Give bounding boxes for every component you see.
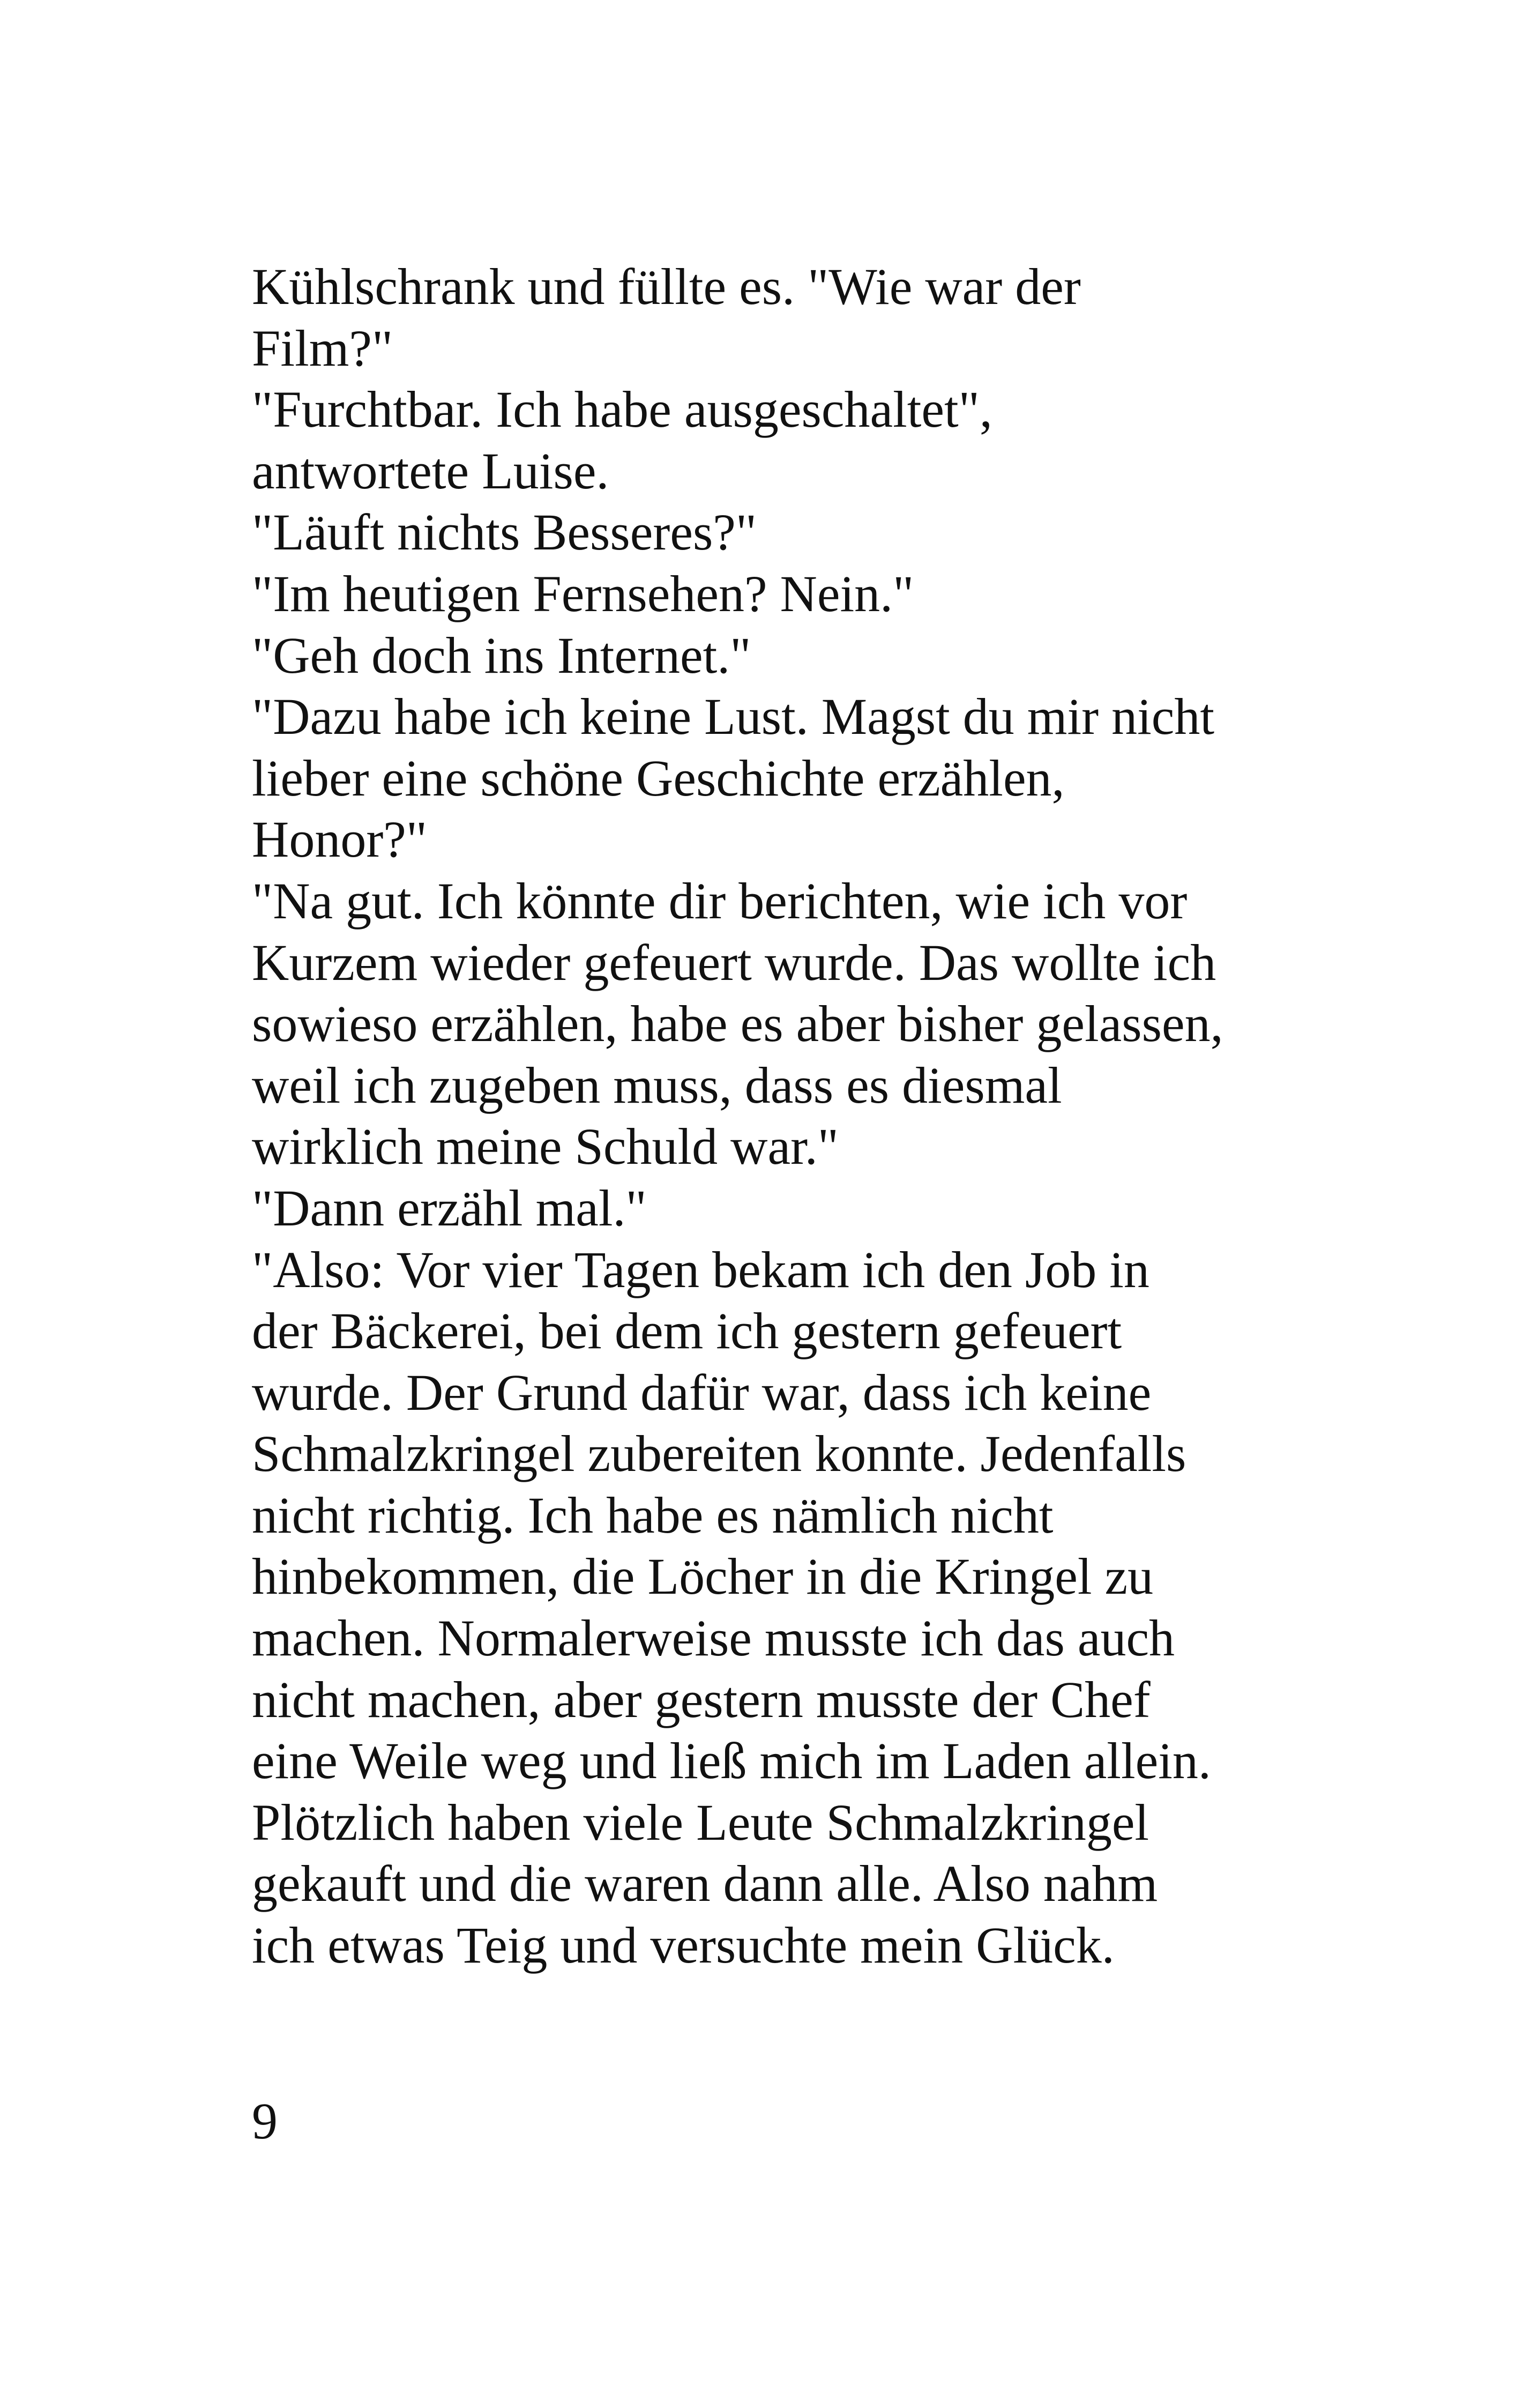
text-line: Film?"	[252, 319, 393, 377]
text-line: weil ich zugeben muss, dass es diesmal	[252, 1056, 1062, 1114]
body-text	[252, 256, 1523, 1976]
text-line: "Furchtbar. Ich habe ausgeschaltet",	[252, 381, 992, 439]
text-line: wurde. Der Grund dafür war, dass ich keine	[252, 1363, 1152, 1421]
text-line: gekauft und die waren dann alle. Also nahm	[252, 1855, 1158, 1913]
text-line: sowieso erzählen, habe es aber bisher gelassen,	[252, 995, 1223, 1053]
text-line: Kurzem wieder gefeuert wurde. Das wollte ich	[252, 933, 1216, 991]
text-line: "Läuft nichts Besseres?"	[252, 503, 757, 561]
text-line: ich etwas Teig und versuchte mein Glück.	[252, 1916, 1115, 1974]
text-line: Plötzlich haben viele Leute Schmalzkringel	[252, 1793, 1149, 1851]
text-line: hinbekommen, die Löcher in die Kringel zu	[252, 1548, 1154, 1606]
text-line: "Geh doch ins Internet."	[252, 626, 751, 684]
text-line: nicht richtig. Ich habe es nämlich nicht	[252, 1486, 1054, 1544]
text-line: der Bäckerei, bei dem ich gestern gefeuert	[252, 1302, 1122, 1360]
text-line: nicht machen, aber gestern musste der Chef	[252, 1670, 1151, 1728]
text-line: Honor?"	[252, 811, 428, 868]
text-line: "Na gut. Ich könnte dir berichten, wie ich vor	[252, 872, 1188, 930]
text-line: "Im heutigen Fernsehen? Nein."	[252, 564, 914, 622]
text-line: Kühlschrank und füllte es. "Wie war der	[252, 258, 1081, 315]
text-line: Schmalzkringel zubereiten konnte. Jedenfalls	[252, 1425, 1186, 1483]
text-line: machen. Normalerweise musste ich das auch	[252, 1609, 1175, 1667]
text-line: antwortete Luise.	[252, 442, 609, 500]
text-line: "Dann erzähl mal."	[252, 1179, 647, 1237]
text-line: lieber eine schöne Geschichte erzählen,	[252, 749, 1065, 807]
text-line: "Dazu habe ich keine Lust. Magst du mir nicht	[252, 688, 1215, 746]
text-line: wirklich meine Schuld war."	[252, 1118, 839, 1176]
text-line: eine Weile weg und ließ mich im Laden allein.	[252, 1732, 1211, 1790]
text-line: "Also: Vor vier Tagen bekam ich den Job in	[252, 1240, 1149, 1298]
page-number: 9	[252, 2092, 278, 2150]
